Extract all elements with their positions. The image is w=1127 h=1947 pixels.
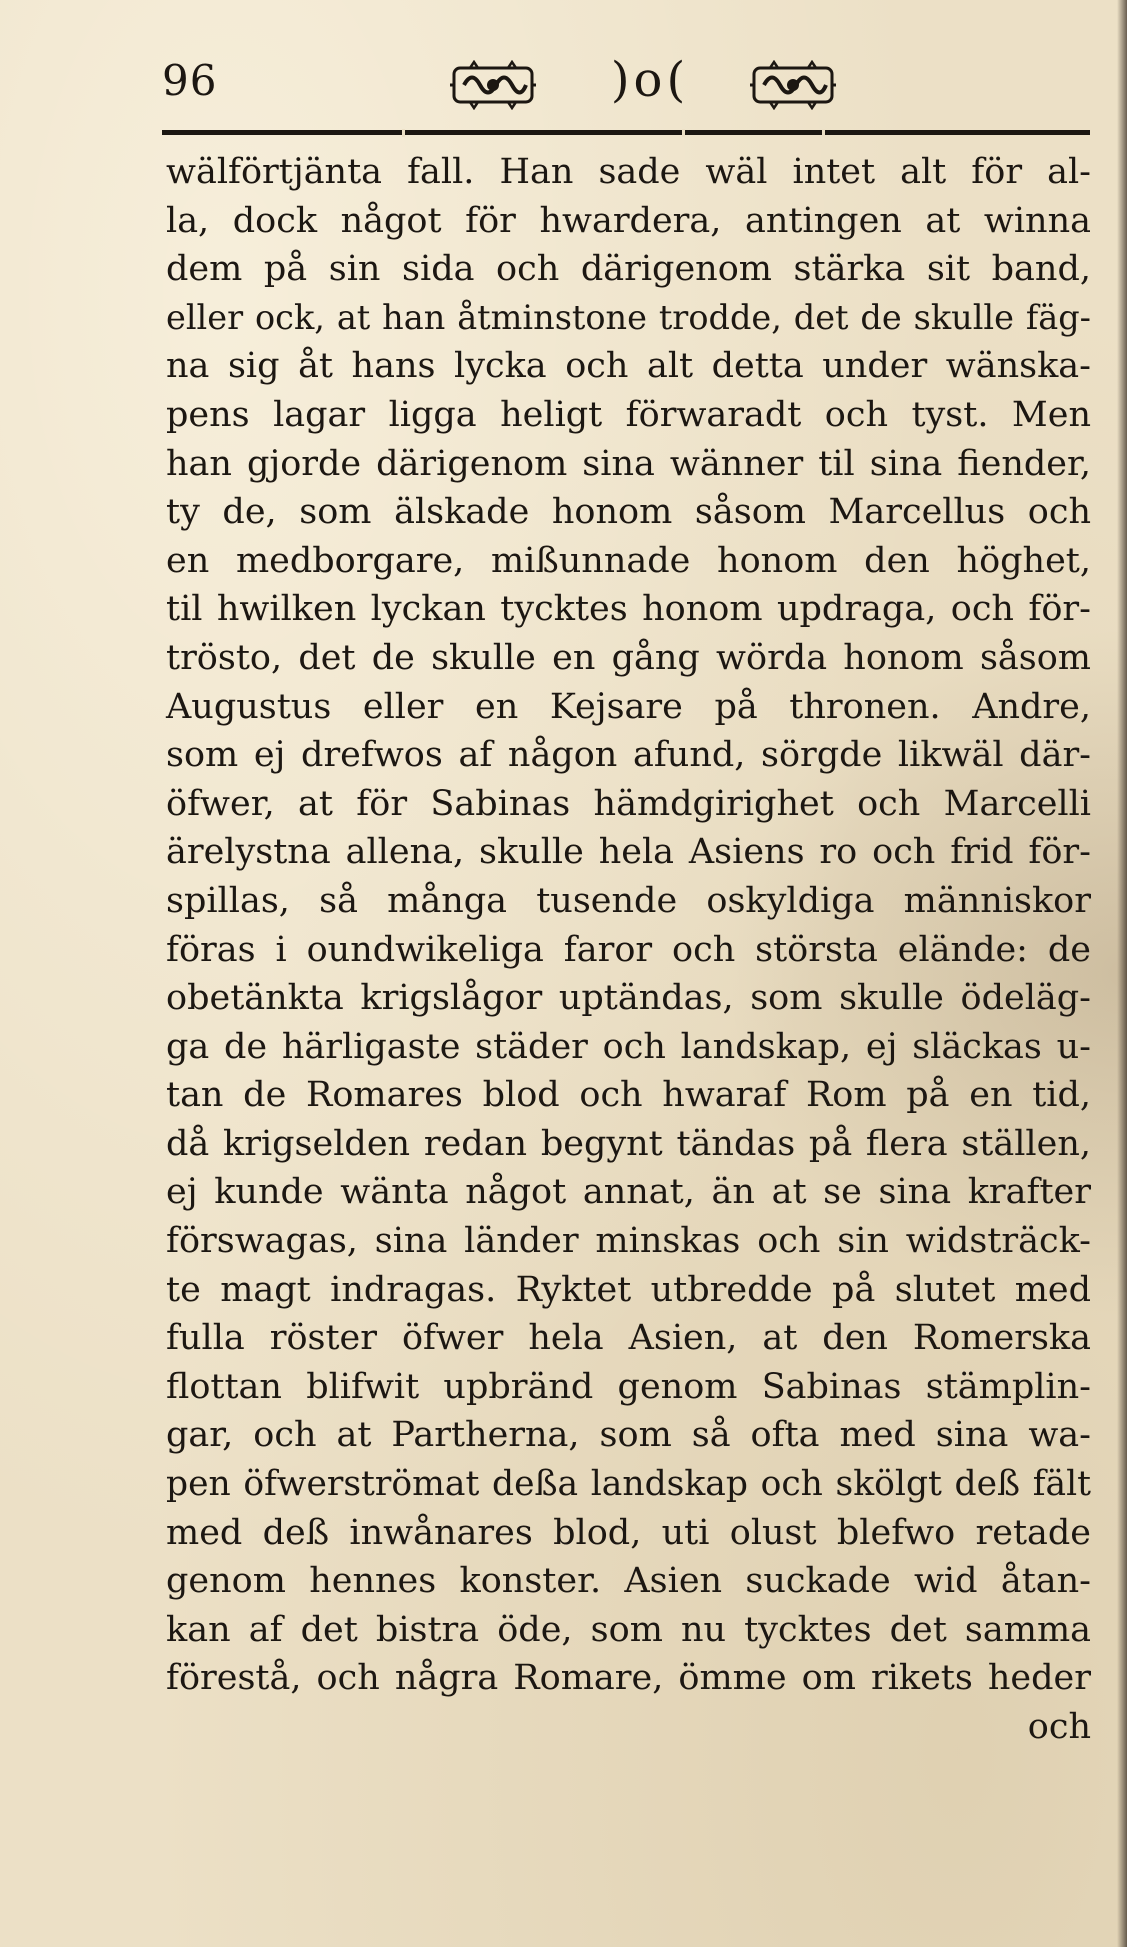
text-line: genom hennes konster. Asien suckade wid åtan- (166, 1561, 1091, 1602)
text-line: en medborgare, mißunnade honom den höghet, (166, 540, 1091, 581)
text-line: spillas, så många tusende oskyldiga människor (166, 880, 1091, 921)
text-line: gar, och at Partherna, som så ofta med sina wa- (166, 1415, 1091, 1456)
text-line: förswagas, sina länder minskas och sin widsträck- (166, 1221, 1091, 1262)
text-line: föras i oundwikeliga faror och största elände: de (166, 929, 1091, 970)
text-line: fulla röster öfwer hela Asien, at den Romerska (166, 1318, 1091, 1359)
text-line: pen öfwerströmat deßa landskap och skölgt deß fält (166, 1464, 1091, 1505)
text-line: la, dock något för hwardera, antingen at winna (166, 200, 1091, 241)
page-number: 96 (162, 56, 218, 105)
text-line: ärelystna allena, skulle hela Asiens ro och frid för- (166, 832, 1091, 873)
text-line: te magt indragas. Ryktet utbredde på slutet med (166, 1269, 1091, 1310)
text-line: då krigselden redan begynt tändas på flera ställen, (166, 1123, 1091, 1164)
text-line: ty de, som älskade honom såsom Marcellus och (166, 492, 1091, 533)
text-line: wälförtjänta fall. Han sade wäl intet alt för al- (166, 152, 1091, 192)
text-line: förestå, och några Romare, ömme om rikets heder (166, 1658, 1091, 1699)
text-line: flottan blifwit upbränd genom Sabinas stämplin- (166, 1366, 1091, 1407)
text-line: eller ock, at han åtminstone trodde, det de skulle fäg- (166, 297, 1091, 337)
text-line: tan de Romares blod och hwaraf Rom på en tid, (166, 1075, 1091, 1116)
text-line: kan af det bistra öde, som nu tycktes det samma (166, 1609, 1091, 1650)
header-center-mark: )o( (610, 52, 690, 108)
text-line: han gjorde därigenom sina wänner til sina fiender, (166, 443, 1091, 484)
header-rule (162, 128, 1090, 138)
catchword: och (1027, 1707, 1091, 1747)
text-line: med deß inwånares blod, uti olust blefwo retade (166, 1512, 1091, 1553)
text-line: na sig åt hans lycka och alt detta under wänska- (166, 346, 1091, 387)
body-text (166, 148, 1091, 1752)
fleuron-ornament-icon (450, 60, 536, 110)
text-line: öfwer, at för Sabinas hämdgirighet och Marcelli (166, 783, 1091, 824)
page-header (160, 52, 1090, 122)
text-line: til hwilken lyckan tycktes honom updraga, och för- (166, 589, 1091, 630)
text-line: som ej drefwos af någon afund, sörgde likwäl där- (166, 735, 1091, 776)
text-line: dem på sin sida och därigenom stärka sit band, (166, 249, 1091, 290)
text-line: Augustus eller en Kejsare på thronen. Andre, (166, 686, 1091, 727)
text-line: ej kunde wänta något annat, än at se sina krafter (166, 1172, 1091, 1213)
fleuron-ornament-icon (750, 60, 836, 110)
text-line: ga de härligaste städer och landskap, ej släckas u- (166, 1026, 1091, 1067)
page-edge-shadow (1117, 0, 1127, 1947)
text-line: pens lagar ligga heligt förwaradt och tyst. Men (166, 394, 1091, 435)
text-line: obetänkta krigslågor uptändas, som skulle ödeläg- (166, 978, 1091, 1019)
text-line: trösto, det de skulle en gång wörda honom såsom (166, 637, 1091, 678)
